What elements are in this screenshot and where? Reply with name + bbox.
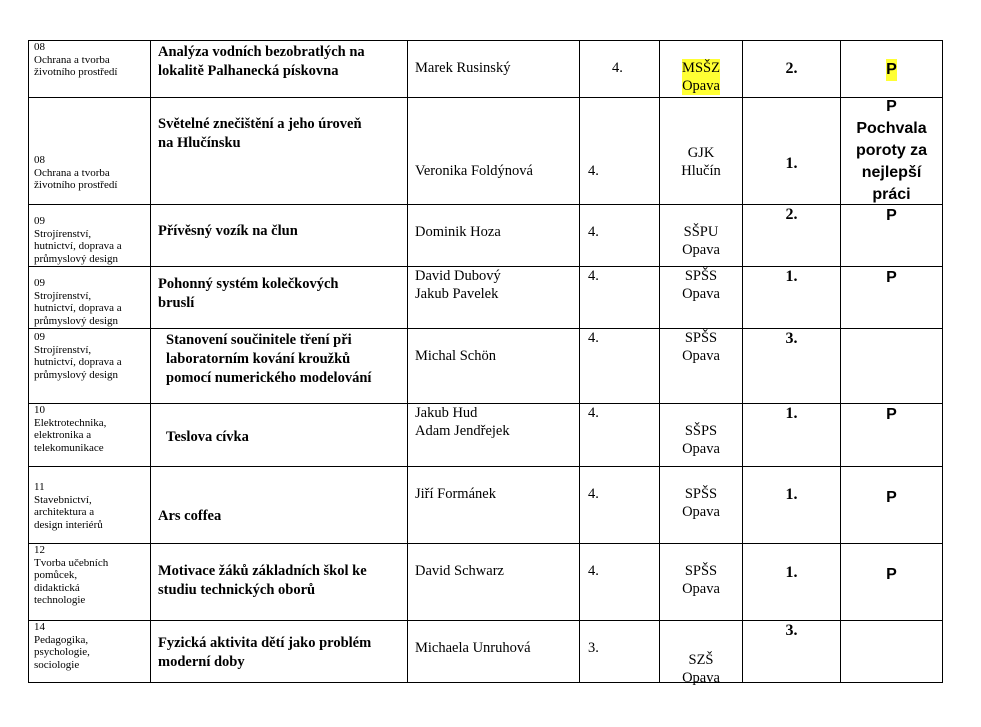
title-line: na Hlučínsku: [158, 135, 241, 151]
school-cell: [660, 205, 743, 267]
place-cell: [743, 404, 841, 467]
place: 1.: [785, 155, 798, 172]
place-cell: [743, 467, 841, 544]
table-row: [29, 98, 943, 205]
award: [841, 404, 942, 426]
school: [660, 329, 742, 365]
field-text: [29, 621, 150, 671]
field-line: architektura a: [34, 506, 95, 518]
school-line: SPŠS: [684, 486, 718, 502]
author-cell: [408, 329, 580, 404]
author-cell: [408, 544, 580, 621]
title-line: Motivace žáků základních škol ke: [158, 563, 367, 579]
award-cell: [841, 41, 943, 98]
results-table: [28, 40, 943, 686]
title-line: laboratorním kování kroužků: [166, 351, 351, 367]
field-line: životního prostředí: [34, 66, 118, 78]
award-cell: [841, 205, 943, 267]
award-line: P: [886, 269, 897, 286]
field-line: 11: [34, 481, 45, 493]
award-line: práci: [872, 186, 911, 203]
author-name: Michal Schön: [415, 348, 496, 364]
title-cell: [151, 404, 408, 467]
award-line: P: [886, 207, 897, 224]
year: 4.: [588, 330, 599, 346]
authors: [408, 267, 579, 303]
field-line: Elektrotechnika,: [34, 416, 107, 429]
school-cell: [660, 329, 743, 404]
author-cell: [408, 267, 580, 329]
field-line: 10: [34, 404, 45, 416]
school-line: Opava: [682, 78, 720, 94]
field-line: Ochrana a tvorba: [34, 166, 110, 179]
place-cell: [743, 621, 841, 683]
title-cell: [151, 98, 408, 205]
field-line: Stavebnictví,: [34, 493, 92, 506]
place-cell: [743, 267, 841, 329]
award: [841, 564, 942, 586]
award-cell: [841, 98, 943, 205]
year: 4.: [588, 405, 599, 421]
place: 3.: [785, 330, 798, 347]
author-cell: [408, 205, 580, 267]
award: [841, 267, 942, 289]
title-cell: [151, 41, 408, 98]
project-title: [151, 428, 407, 447]
author-name: Michaela Unruhová: [415, 640, 531, 656]
title-line: Teslova cívka: [166, 429, 249, 445]
field-line: didaktická: [34, 581, 80, 594]
authors: [408, 562, 579, 580]
award-cell: [841, 544, 943, 621]
field-cell: [29, 98, 151, 205]
title-line: Ars coffea: [158, 508, 222, 524]
field-line: Pedagogika,: [34, 633, 89, 646]
field-text: [29, 331, 150, 381]
project-title: [151, 562, 407, 600]
field-cell: [29, 329, 151, 404]
award: [841, 96, 942, 206]
project-title: [151, 43, 407, 81]
field-line: design interiérů: [34, 518, 103, 531]
school-line: SŠPU: [683, 224, 719, 240]
table-row: [29, 404, 943, 467]
field-line: pomůcek,: [34, 569, 78, 581]
award-line: poroty za: [855, 142, 928, 159]
year-cell: [580, 98, 660, 205]
place-cell: [743, 205, 841, 267]
school: [660, 59, 742, 95]
title-line: pomocí numerického modelování: [166, 370, 372, 386]
school-line: Opava: [682, 670, 720, 686]
place: 2.: [785, 206, 798, 223]
award-cell: [841, 329, 943, 404]
field-line: hutnictví, doprava a: [34, 302, 122, 314]
award-cell: [841, 621, 943, 683]
school-line: Opava: [682, 441, 720, 457]
project-title: [151, 115, 407, 153]
place-cell: [743, 41, 841, 98]
table-row: [29, 329, 943, 404]
field-cell: [29, 404, 151, 467]
field-line: 12: [34, 544, 45, 556]
field-text: [29, 277, 150, 327]
school-line: GJK: [687, 145, 715, 161]
field-line: životního prostředí: [34, 179, 118, 191]
author-name: David Schwarz: [415, 563, 504, 579]
place: 1.: [785, 564, 798, 581]
place: 2.: [785, 60, 798, 77]
field-line: hutnictví, doprava a: [34, 240, 122, 252]
field-line: 09: [34, 277, 45, 289]
author-name: Jakub Hud: [415, 405, 478, 421]
authors: [408, 485, 579, 503]
school-line: Hlučín: [681, 163, 721, 179]
field-line: 08: [34, 154, 45, 166]
school-line: Opava: [682, 581, 720, 597]
title-line: Světelné znečištění a jeho úroveň: [158, 116, 362, 132]
author-cell: [408, 41, 580, 98]
title-cell: [151, 267, 408, 329]
title-cell: [151, 544, 408, 621]
award-line: P: [886, 566, 897, 583]
school-cell: [660, 467, 743, 544]
school-cell: [660, 41, 743, 98]
field-text: [29, 481, 150, 531]
school: [660, 651, 742, 687]
authors: [408, 59, 579, 77]
award-line: P: [886, 59, 897, 81]
authors: [408, 223, 579, 241]
award: [841, 487, 942, 509]
award-line: P: [886, 489, 897, 506]
year: 4.: [588, 268, 599, 284]
year-cell: [580, 467, 660, 544]
year: 4.: [588, 486, 599, 502]
field-line: Strojírenství,: [34, 289, 92, 302]
project-title: [151, 331, 407, 388]
project-title: [151, 222, 407, 241]
author-name: David Dubový: [415, 268, 501, 284]
award-cell: [841, 267, 943, 329]
field-line: Tvorba učebních: [34, 556, 109, 569]
author-name: Dominik Hoza: [415, 224, 501, 240]
field-text: [29, 154, 150, 192]
field-line: telekomunikace: [34, 441, 104, 454]
field-line: Ochrana a tvorba: [34, 53, 110, 66]
place: 1.: [785, 486, 798, 503]
field-cell: [29, 205, 151, 267]
field-line: průmyslový design: [34, 314, 119, 327]
title-line: bruslí: [158, 295, 195, 311]
school-line: Opava: [682, 286, 720, 302]
field-line: psychologie,: [34, 646, 90, 658]
field-cell: [29, 544, 151, 621]
school: [660, 144, 742, 180]
title-line: Fyzická aktivita dětí jako problém: [158, 635, 372, 651]
authors: [408, 639, 579, 657]
title-line: Analýza vodních bezobratlých na: [158, 44, 365, 60]
title-cell: [151, 205, 408, 267]
year-cell: [580, 205, 660, 267]
field-cell: [29, 267, 151, 329]
year-cell: [580, 41, 660, 98]
school-line: Opava: [682, 348, 720, 364]
author-name: Jakub Pavelek: [415, 286, 499, 302]
table-row: [29, 205, 943, 267]
title-line: moderní doby: [158, 654, 245, 670]
award: [841, 59, 942, 81]
school-cell: [660, 544, 743, 621]
project-title: [151, 507, 407, 526]
year-cell: [580, 621, 660, 683]
school-line: MSŠZ: [682, 60, 720, 76]
school-line: SŠPS: [684, 423, 718, 439]
field-line: sociologie: [34, 658, 80, 671]
place-cell: [743, 329, 841, 404]
place: 3.: [785, 622, 798, 639]
title-line: lokalitě Palhanecká pískovna: [158, 63, 339, 79]
table-row: [29, 621, 943, 683]
place-cell: [743, 98, 841, 205]
school: [660, 223, 742, 259]
author-name: Marek Rusinský: [415, 60, 511, 76]
year-cell: [580, 329, 660, 404]
school-cell: [660, 98, 743, 205]
title-line: Přívěsný vozík na člun: [158, 223, 298, 239]
field-line: technologie: [34, 594, 86, 606]
title-line: Stanovení součinitele tření při: [166, 332, 352, 348]
year: 4.: [588, 224, 599, 240]
author-name: Jiří Formánek: [415, 486, 496, 502]
field-line: hutnictví, doprava a: [34, 356, 122, 368]
place-cell: [743, 544, 841, 621]
school: [660, 562, 742, 598]
place: 1.: [785, 405, 798, 422]
table-row: [29, 41, 943, 98]
award-line: Pochvala: [856, 120, 927, 137]
field-text: [29, 404, 150, 454]
title-line: studiu technických oborů: [158, 582, 316, 598]
table-row: [29, 267, 943, 329]
authors: [408, 347, 579, 365]
field-line: Strojírenství,: [34, 343, 92, 356]
authors: [408, 404, 579, 440]
author-cell: [408, 98, 580, 205]
title-cell: [151, 621, 408, 683]
field-line: elektronika a: [34, 429, 92, 441]
school-line: SPŠS: [684, 268, 718, 284]
place: 1.: [785, 268, 798, 285]
author-cell: [408, 467, 580, 544]
award-line: P: [886, 98, 897, 115]
award-cell: [841, 404, 943, 467]
year: 4.: [588, 163, 599, 179]
field-line: Strojírenství,: [34, 227, 92, 240]
field-line: 14: [34, 621, 45, 633]
year-cell: [580, 544, 660, 621]
school-line: SPŠS: [684, 563, 718, 579]
table-row: [29, 467, 943, 544]
field-text: [29, 41, 150, 79]
school: [660, 267, 742, 303]
project-title: [151, 634, 407, 672]
author-name: Veronika Foldýnová: [415, 163, 533, 179]
award-line: nejlepší: [861, 164, 922, 181]
field-line: průmyslový design: [34, 252, 119, 265]
year: 4.: [612, 60, 623, 76]
school-cell: [660, 404, 743, 467]
school-line: Opava: [682, 242, 720, 258]
project-title: [151, 275, 407, 313]
title-cell: [151, 467, 408, 544]
award: [841, 205, 942, 227]
author-name: Adam Jendřejek: [415, 423, 510, 439]
school-line: Opava: [682, 504, 720, 520]
school: [660, 422, 742, 458]
year: 3.: [588, 640, 599, 656]
award-line: P: [886, 406, 897, 423]
school: [660, 485, 742, 521]
author-cell: [408, 404, 580, 467]
field-line: 08: [34, 41, 45, 53]
award-cell: [841, 467, 943, 544]
field-line: 09: [34, 215, 45, 227]
field-line: 09: [34, 331, 45, 343]
year: 4.: [588, 563, 599, 579]
school-line: SZŠ: [688, 652, 714, 668]
field-cell: [29, 621, 151, 683]
school-cell: [660, 267, 743, 329]
school-cell: [660, 621, 743, 686]
school-line: SPŠS: [684, 330, 718, 346]
title-cell: [151, 329, 408, 404]
field-cell: [29, 467, 151, 544]
field-cell: [29, 41, 151, 98]
year-cell: [580, 267, 660, 329]
table-row: [29, 544, 943, 621]
title-line: Pohonný systém kolečkových: [158, 276, 339, 292]
field-text: [29, 215, 150, 265]
field-line: průmyslový design: [34, 368, 119, 381]
authors: [408, 162, 579, 180]
year-cell: [580, 404, 660, 467]
field-text: [29, 544, 150, 607]
author-cell: [408, 621, 580, 683]
